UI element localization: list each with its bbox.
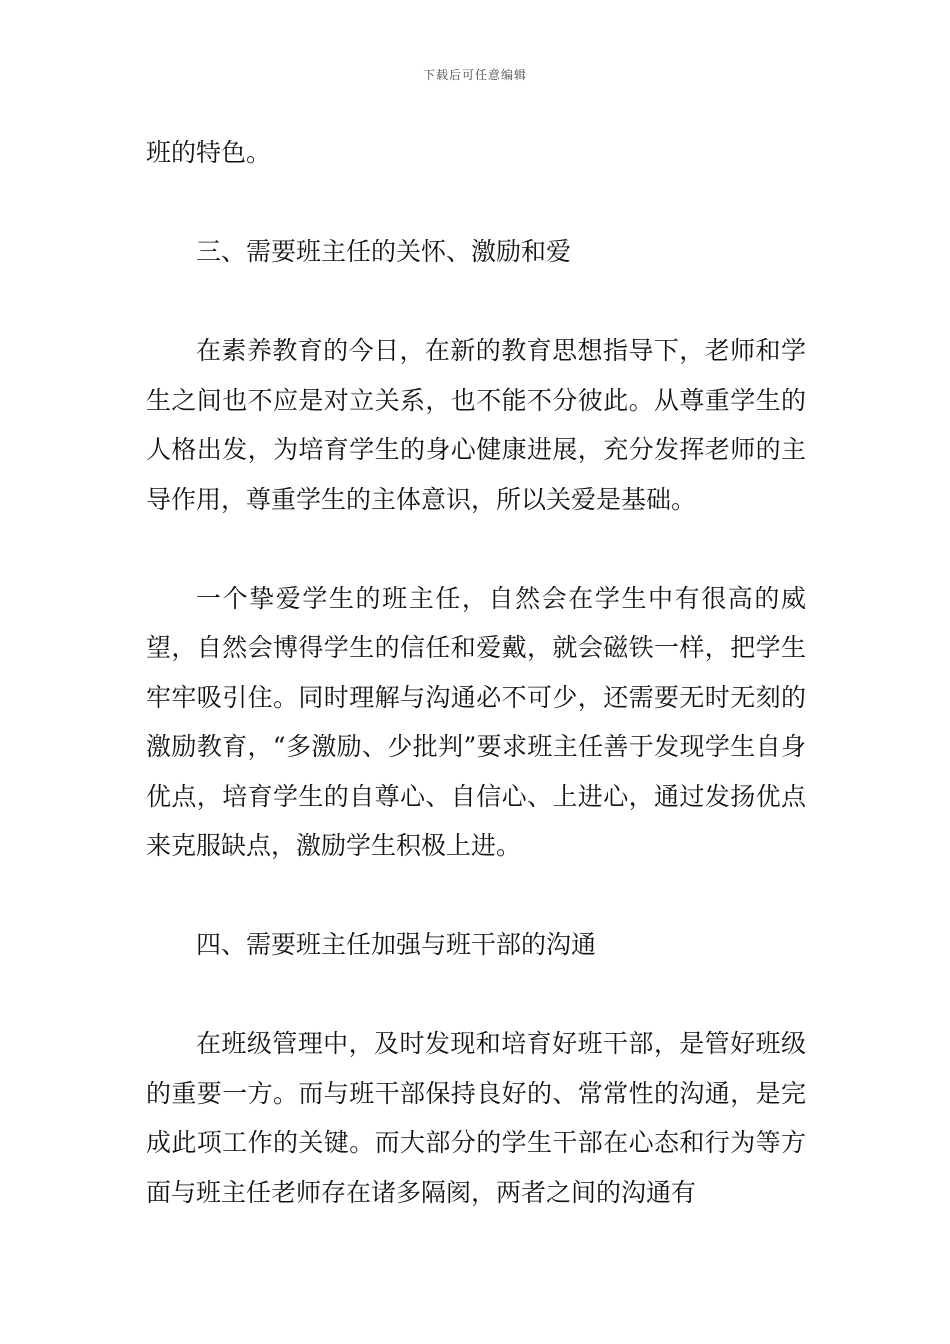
paragraph-gap [146,871,806,921]
paragraph-1: 在素养教育的今日，在新的教育思想指导下，老师和学生之间也不应是对立关系，也不能不分彼此。从尊重学生的人格出发，为培育学生的身心健康进展，充分发挥老师的主导作用，尊重学生的主体意识，所以关爱是基础。 [146,336,806,514]
paragraph-gap [146,524,806,574]
paragraph-gap [146,970,806,1020]
section-heading-4: 四、需要班主任加强与班干部的沟通 [196,930,597,959]
paragraph-2: 一个挚爱学生的班主任，自然会在学生中有很高的威望，自然会博得学生的信任和爱戴，就会磁铁一样，把学生牢牢吸引住。同时理解与沟通必不可少，还需要无时无刻的激励教育，“多激励、少批判”要求班主任善于发现学生自身优点，培育学生的自尊心、自信心、上进心，通过发扬优点来克服缺点，激励学生积极上进。 [146,583,806,860]
paragraph-gap [146,178,806,228]
document-body [146,128,806,1217]
paragraph-gap [146,277,806,327]
header-note: 下载后可任意编辑 [422,68,527,82]
continuation-text: 班的特色。 [146,138,272,167]
section-heading-3: 三、需要班主任的关怀、激励和爱 [196,237,572,266]
paragraph-3: 在班级管理中，及时发现和培育好班干部，是管好班级的重要一方。而与班干部保持良好的、常常性的沟通，是完成此项工作的关键。而大部分的学生干部在心态和行为等方面与班主任老师存在诸多隔阂，两者之间的沟通有 [146,1029,806,1207]
